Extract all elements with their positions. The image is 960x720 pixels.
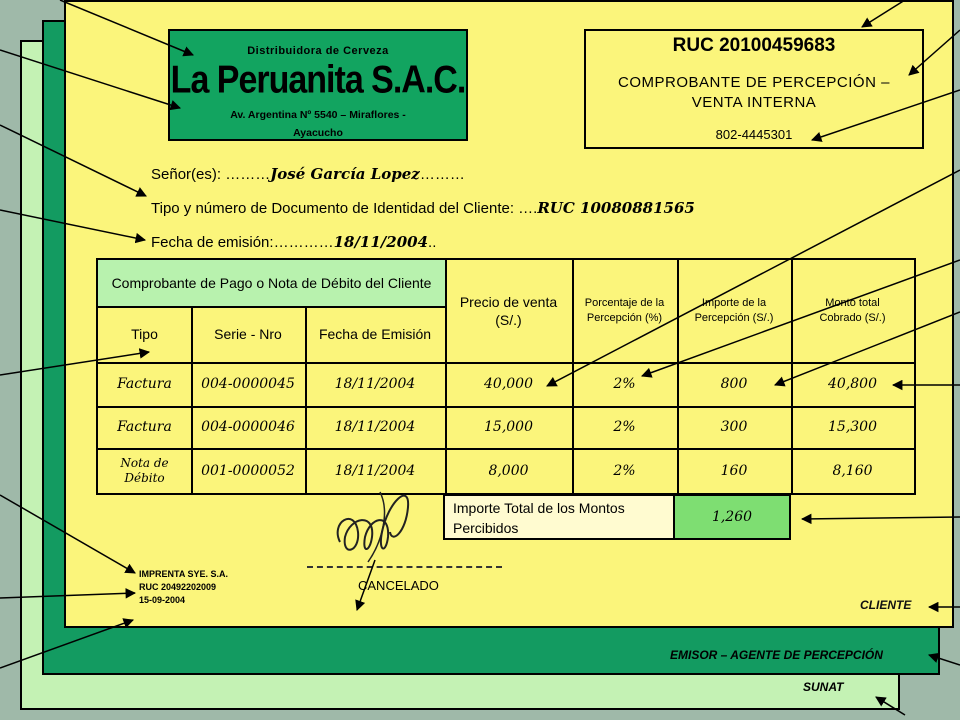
group-header: Comprobante de Pago o Nota de Débito del Cliente (98, 260, 447, 308)
sunat-copy-label: SUNAT (803, 680, 844, 694)
arrow-serial (812, 90, 960, 140)
arrow-imprenta-date (0, 620, 133, 668)
printer-name: IMPRENTA SYE. S.A. (139, 569, 229, 579)
company-address-line2: Ayacucho (293, 127, 343, 139)
row1-fecha: 18/11/2004 (305, 362, 447, 408)
row3-porcentaje: 2% (572, 448, 679, 493)
col-header-porcentaje: Porcentaje de la Percepción (%) (572, 260, 679, 364)
arrow-logo-top (60, 0, 193, 55)
row1-precio: 40,000 (445, 362, 574, 408)
row1-serie: 004-0000045 (191, 362, 307, 408)
client-name-value: José García Lopez (270, 165, 420, 183)
document-title-line1: COMPROBANTE DE PERCEPCIÓN – (618, 74, 890, 91)
arrow-importe (775, 312, 960, 385)
client-name-tail: ……… (419, 166, 465, 183)
row3-fecha: 18/11/2004 (305, 448, 447, 493)
cancelado-stamp: CANCELADO (358, 578, 439, 593)
arrow-emisor (929, 655, 960, 665)
arrow-ruc (862, 0, 905, 27)
col-header-importe: Importe de la Percepción (S/.) (677, 260, 793, 364)
row2-importe: 300 (677, 406, 793, 450)
issue-date-tail: .. (428, 234, 437, 251)
printer-date: 15-09-2004 (139, 595, 186, 605)
arrow-porcentaje (642, 260, 960, 376)
arrow-imprenta (0, 495, 135, 573)
row2-serie: 004-0000046 (191, 406, 307, 450)
issue-date-label: Fecha de emisión:………… (151, 234, 334, 251)
row2-porcentaje: 2% (572, 406, 679, 450)
col-header-serie: Serie - Nro (191, 306, 307, 364)
company-name: La Peruanita S.A.C. (170, 58, 466, 102)
col-header-monto: Monto total Cobrado (S/.) (791, 260, 914, 364)
col-header-precio: Precio de venta (S/.) (445, 260, 574, 364)
col-header-fecha: Fecha de Emisión (305, 306, 447, 364)
company-tagline: Distribuidora de Cerveza (247, 45, 389, 57)
row2-precio: 15,000 (445, 406, 574, 450)
document-title-line2: VENTA INTERNA (691, 94, 817, 111)
arrow-precio (547, 170, 960, 386)
total-amount-value: 1,260 (673, 494, 791, 540)
row2-fecha: 18/11/2004 (305, 406, 447, 450)
row3-precio: 8,000 (445, 448, 574, 493)
col-header-tipo: Tipo (98, 306, 193, 364)
arrow-sunat (876, 697, 905, 715)
row3-monto: 8,160 (832, 462, 873, 479)
client-document-label: Tipo y número de Documento de Identidad del Cliente: …. (151, 200, 538, 217)
company-address-line1: Av. Argentina Nº 5540 – Miraflores - (230, 109, 406, 121)
row3-serie: 001-0000052 (191, 448, 307, 493)
printer-ruc: RUC 20492202009 (139, 582, 217, 592)
client-document-value: RUC 10080881565 (537, 199, 695, 217)
arrow-imprenta-ruc (0, 593, 135, 598)
total-amount-label: Importe Total de los Montos Percibidos (443, 494, 675, 540)
issue-date-value: 18/11/2004 (333, 233, 429, 251)
row3-importe: 160 (677, 448, 793, 493)
arrow-tipo (0, 352, 149, 375)
arrow-cancelado (357, 560, 375, 610)
row3-tipo: Nota de Débito (98, 448, 193, 493)
arrow-title (909, 30, 960, 75)
row1-importe: 800 (677, 362, 793, 408)
arrow-client-name (0, 125, 146, 196)
arrow-total (802, 517, 960, 519)
row1-tipo: Factura (98, 362, 193, 408)
client-name-label: Señor(es): ……… (151, 166, 271, 183)
row1-monto: 40,800 (791, 362, 914, 408)
ruc-number: RUC 20100459683 (672, 35, 836, 56)
row2-tipo: Factura (98, 406, 193, 450)
cliente-copy-label: CLIENTE (860, 598, 912, 612)
row1-porcentaje: 2% (572, 362, 679, 408)
row2-monto: 15,300 (791, 406, 914, 450)
document-serial: 802-4445301 (715, 127, 793, 142)
emisor-copy-label: EMISOR – AGENTE DE PERCEPCIÓN (670, 648, 883, 662)
arrow-issue-date (0, 210, 145, 240)
arrow-logo-address (0, 50, 180, 108)
